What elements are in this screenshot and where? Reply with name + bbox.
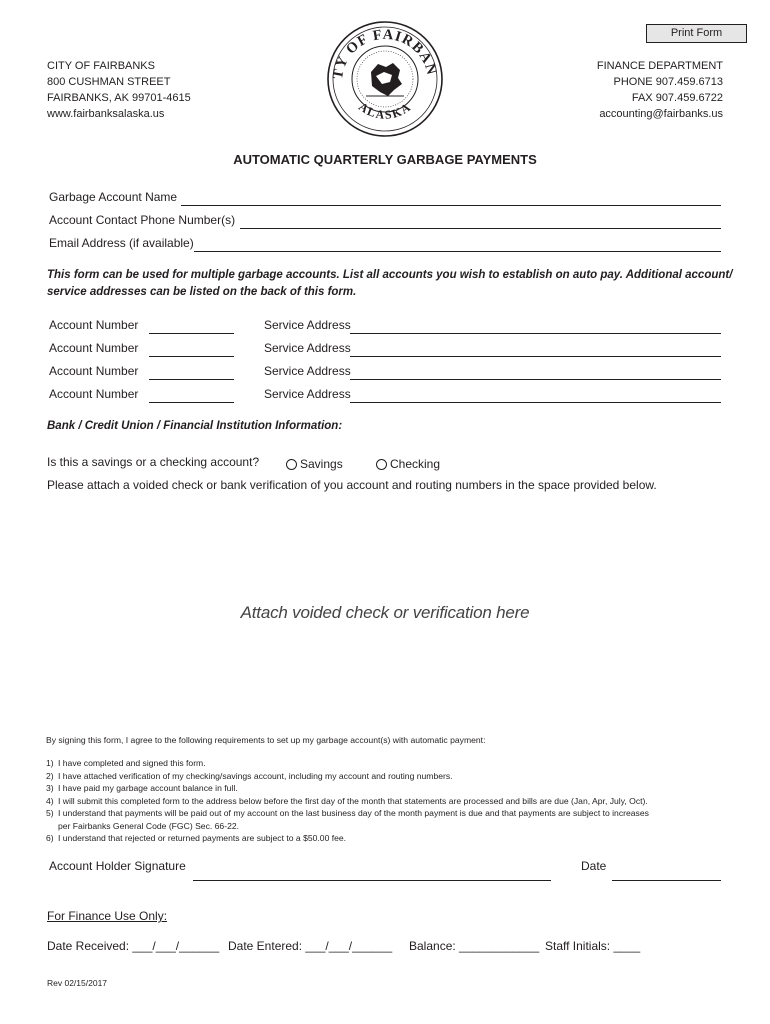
- seal-top-text: TY OF FAIRBAN: [329, 26, 440, 81]
- date-entered-field[interactable]: Date Entered: ___/___/______: [228, 939, 393, 953]
- signature-label: Account Holder Signature: [49, 859, 186, 873]
- requirement-item: 3) I have paid my garbage account balance in full.: [46, 783, 238, 793]
- agreement-intro: By signing this form, I agree to the following requirements to set up my garbage account(s) with automatic payment:: [46, 735, 486, 745]
- checking-radio[interactable]: [376, 459, 387, 470]
- requirement-item: 1) I have completed and signed this form.: [46, 758, 206, 768]
- city-website: www.fairbanksalaska.us: [47, 108, 165, 120]
- account-number-field[interactable]: [149, 333, 234, 334]
- finance-use-heading: For Finance Use Only:: [47, 909, 168, 923]
- email-field[interactable]: [194, 251, 721, 252]
- finance-contact-block: [597, 58, 723, 122]
- attach-instruction: Please attach a voided check or bank verification of you account and routing numbers in the space provided below.: [47, 478, 657, 492]
- account-number-label: Account Number: [49, 341, 139, 355]
- phone-label: Account Contact Phone Number(s): [49, 213, 236, 227]
- checking-option[interactable]: [376, 456, 440, 472]
- account-number-field[interactable]: [149, 379, 234, 380]
- account-number-label: Account Number: [49, 318, 139, 332]
- account-number-field[interactable]: [149, 402, 234, 403]
- revision-date: Rev 02/15/2017: [47, 978, 108, 988]
- balance-field[interactable]: Balance: ____________: [409, 939, 540, 953]
- svg-text:ALASKA: [356, 99, 414, 122]
- city-zip: FAIRBANKS, AK 99701-4615: [47, 92, 191, 104]
- finance-dept: FINANCE DEPARTMENT: [596, 60, 723, 72]
- savings-option[interactable]: [286, 456, 343, 472]
- savings-label: Savings: [300, 457, 343, 471]
- requirement-item-continued: per Fairbanks General Code (FGC) Sec. 66-22.: [58, 820, 240, 831]
- city-street: 800 CUSHMAN STREET: [47, 76, 171, 88]
- service-address-label: Service Address: [264, 341, 351, 355]
- requirement-item: 2) I have attached verification of my checking/savings account, including my account and routing numbers.: [46, 770, 453, 781]
- seal-bottom-text: ALASKA: [356, 99, 414, 122]
- service-address-field[interactable]: [350, 356, 721, 357]
- date-field[interactable]: [612, 880, 721, 881]
- date-received-field[interactable]: Date Received: ___/___/______: [47, 939, 220, 953]
- service-address-label: Service Address: [264, 364, 351, 378]
- city-name: CITY OF FAIRBANKS: [47, 60, 155, 72]
- service-address-field[interactable]: [350, 402, 721, 403]
- account-name-label: Garbage Account Name: [49, 190, 178, 204]
- finance-phone: PHONE 907.459.6713: [613, 76, 723, 88]
- savings-radio[interactable]: [286, 459, 297, 470]
- bank-info-heading: Bank / Credit Union / Financial Institution Information:: [47, 420, 343, 432]
- city-address-block: [47, 58, 191, 122]
- signature-field[interactable]: [193, 880, 551, 881]
- multiple-accounts-note: This form can be used for multiple garbage accounts. List all accounts you wish to establish on auto pay. Additional account/ service addresses can be listed on the back of this form.: [47, 269, 733, 298]
- account-number-label: Account Number: [49, 364, 139, 378]
- account-type-question: Is this a savings or a checking account?: [47, 455, 260, 469]
- attach-check-area: Attach voided check or verification here: [240, 603, 530, 622]
- finance-email: accounting@fairbanks.us: [599, 108, 723, 120]
- phone-field[interactable]: [240, 228, 721, 229]
- print-form-button[interactable]: Print Form: [646, 24, 747, 43]
- form-title: AUTOMATIC QUARTERLY GARBAGE PAYMENTS: [233, 152, 537, 167]
- account-name-field[interactable]: [181, 205, 721, 206]
- email-label: Email Address (if available): [49, 236, 194, 250]
- checking-label: Checking: [390, 457, 441, 471]
- city-seal-logo: [326, 20, 444, 138]
- service-address-field[interactable]: [350, 333, 721, 334]
- account-number-label: Account Number: [49, 387, 139, 401]
- account-number-field[interactable]: [149, 356, 234, 357]
- date-label: Date: [581, 859, 607, 873]
- finance-fax: FAX 907.459.6722: [631, 92, 723, 104]
- requirement-item: 6) I understand that rejected or returned payments are subject to a $50.00 fee.: [46, 833, 347, 843]
- service-address-label: Service Address: [264, 387, 351, 401]
- requirement-item: 4) I will submit this completed form to the address below before the first day of the month that statements are processed and bills are due (Jan, Apr, July, Oct).: [46, 795, 648, 806]
- requirement-item: 5) I understand that payments will be paid out of my account on the last business day of the month payment is due and that payments are subject to increases: [46, 808, 649, 818]
- service-address-field[interactable]: [350, 379, 721, 380]
- staff-initials-field[interactable]: Staff Initials: ____: [545, 939, 641, 953]
- service-address-label: Service Address: [264, 318, 351, 332]
